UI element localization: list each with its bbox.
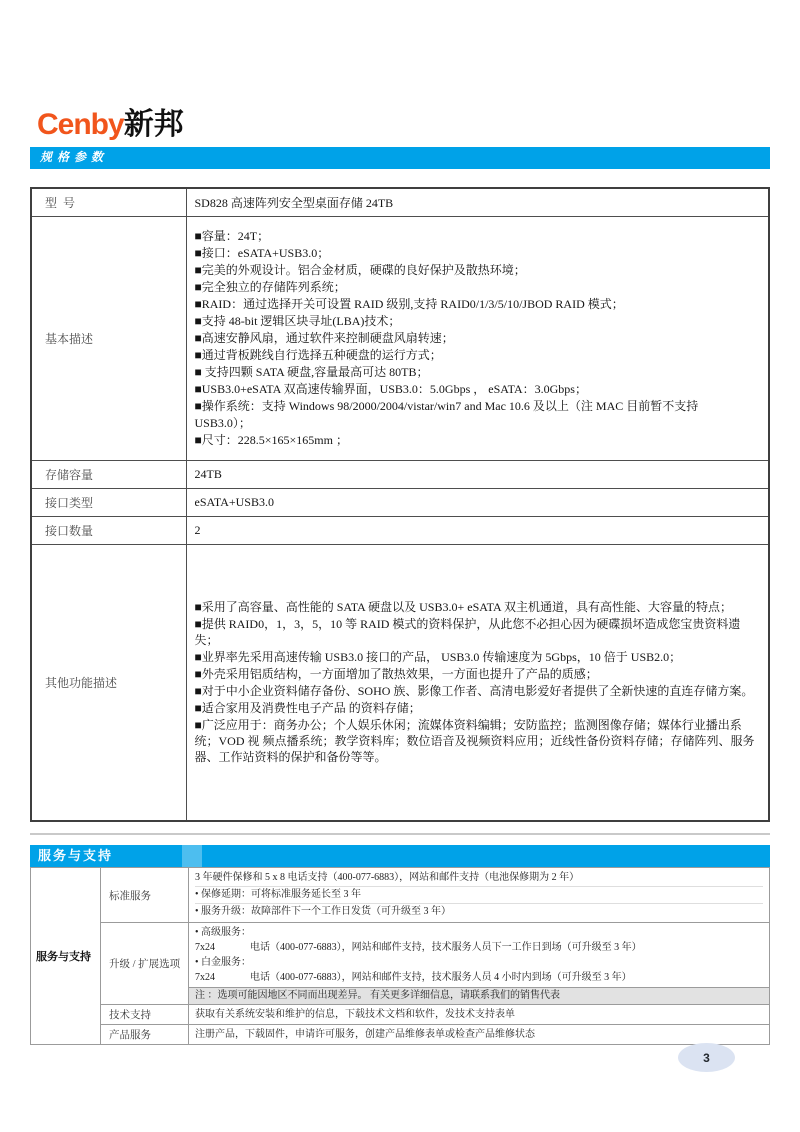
brand-logo-en: Cenby: [37, 108, 124, 141]
table-row-tech-support: [31, 1005, 770, 1025]
service-line: 7x24 电话（400-077-6883），网站和邮件支持，技术服务人员 4 小时内到场（可升级至 3 年）: [195, 972, 632, 983]
spec-line: ■USB3.0+eSATA 双高速传输界面，USB3.0：5.0Gbps ， eSATA：3.0Gbps；: [194, 381, 587, 396]
spec-line: ■ 支持四颗 SATA 硬盘,容量最高可达 80TB；: [194, 364, 429, 379]
service-line: 获取有关系统安装和维护的信息，下载技术文档和软件，发技术支持表单: [195, 1009, 515, 1020]
service-line: • 服务升级：故障部件下一个工作日发货（可升级至 3 年）: [195, 903, 763, 920]
spec-line: ■完美的外观设计。铝合金材质，硬碟的良好保护及散热环境；: [194, 262, 526, 277]
basic-description-label: 基本描述: [31, 216, 186, 460]
brand-logo: [37, 106, 184, 144]
section-divider: [30, 833, 770, 835]
other-functions-label: 其他功能描述: [31, 544, 186, 821]
spec-table: [30, 187, 770, 822]
spec-line: ■外壳采用铝质结构，一方面增加了散热效果，一方面也提升了产品的质感；: [194, 666, 598, 681]
table-row-capacity: [31, 460, 769, 488]
service-section-title: 服务与支持: [38, 848, 114, 863]
page-number-badge: [678, 1043, 735, 1072]
spec-section-banner: [30, 147, 770, 169]
product-service-label: 产品服务: [101, 1025, 189, 1045]
service-line: 3 年硬件保修和 5 x 8 电话支持（400-077-6883），网站和邮件支持（电池保修期为 2 年）: [195, 872, 580, 883]
service-line: • 白金服务：: [195, 957, 252, 968]
service-line: 7x24 电话（400-077-6883），网站和邮件支持，技术服务人员下一工作日到场（可升级至 3 年）: [195, 942, 642, 953]
port-count-label: 接口数量: [31, 516, 186, 544]
banner-column-highlight: [182, 845, 202, 867]
service-section-banner: [30, 845, 770, 867]
spec-section-title: 规格参数: [40, 150, 109, 164]
basic-description-value: [186, 216, 769, 460]
service-line: • 高级服务：: [195, 927, 252, 938]
spec-line: ■适合家用及消费性电子产品 的资料存储；: [194, 700, 421, 715]
model-value: SD828 高速阵列安全型桌面存储 24TB: [186, 188, 769, 216]
service-line: • 保修延期：可将标准服务延长至 3 年: [195, 886, 763, 903]
table-row-port-count: [31, 516, 769, 544]
capacity-label: 存储容量: [31, 460, 186, 488]
service-side-label: 服务与支持: [31, 868, 101, 1045]
table-row-interface-type: [31, 488, 769, 516]
table-row-model: [31, 188, 769, 216]
standard-service-label: 标准服务: [101, 868, 189, 923]
spec-line: ■提供 RAID0，1，3，5，10 等 RAID 模式的资料保护，从此您不必担心因为硬碟损坏造成您宝贵资料遗失；: [194, 616, 741, 647]
table-row-other-functions: [31, 544, 769, 821]
interface-type-value: eSATA+USB3.0: [186, 488, 769, 516]
table-row-basic-description: [31, 216, 769, 460]
tech-support-label: 技术支持: [101, 1005, 189, 1025]
service-line: 注册产品，下载固件，申请许可服务，创建产品维修表单或检查产品维修状态: [195, 1029, 535, 1040]
tech-support-content: [189, 1005, 770, 1025]
upgrade-options-content: [189, 923, 770, 988]
other-functions-value: [186, 544, 769, 821]
spec-line: ■通过背板跳线自行选择五种硬盘的运行方式；: [194, 347, 442, 362]
spec-line: ■广泛应用于：商务办公；个人娱乐休闲；流媒体资料编辑；安防监控；监测图像存储；媒体行业播出系统；VOD 视 频点播系统；教学资料库；数位语音及视频资料应用；近线性备份资料存储；存储阵列、服务器、工作站资料的保护和备份等等。: [194, 717, 755, 764]
spec-line: ■采用了高容量、高性能的 SATA 硬盘以及 USB3.0+ eSATA 双主机通道，具有高性能、大容量的特点；: [194, 599, 732, 614]
spec-line: ■操作系统：支持 Windows 98/2000/2004/vistar/win7 and Mac 10.6 及以上（注 MAC 目前暂不支持: [194, 398, 699, 413]
spec-line: ■RAID：通过选择开关可设置 RAID 级别,支持 RAID0/1/3/5/10/JBOD RAID 模式；: [194, 296, 624, 311]
product-service-content: [189, 1025, 770, 1045]
table-row-upgrade-options: [31, 923, 770, 988]
interface-type-label: 接口类型: [31, 488, 186, 516]
brand-logo-cn: 新邦: [123, 108, 184, 141]
table-row-product-service: [31, 1025, 770, 1045]
port-count-value: 2: [186, 516, 769, 544]
spec-line: ■容量：24T；: [194, 228, 270, 243]
spec-line: ■完全独立的存储阵列系统；: [194, 279, 346, 294]
upgrade-options-label: 升级 / 扩展选项: [101, 923, 189, 1005]
spec-line: ■高速安静风扇，通过软件来控制硬盘风扇转速；: [194, 330, 454, 345]
spec-line: ■对于中小企业资料储存备份、SOHO 族、影像工作者、高清电影爱好者提供了全新快速的直连存储方案。: [194, 683, 754, 698]
model-label: 型 号: [31, 188, 186, 216]
table-row-standard-service: [31, 868, 770, 923]
spec-line: USB3.0）；: [194, 415, 251, 430]
page-number: 3: [703, 1050, 710, 1065]
service-table: [30, 867, 770, 1045]
capacity-value: 24TB: [186, 460, 769, 488]
region-note: 注 ：选项可能因地区不同而出现差异。 有关更多详细信息，请联系我们的销售代表: [189, 988, 770, 1005]
spec-line: ■支持 48-bit 逻辑区块寻址(LBA)技术；: [194, 313, 401, 328]
spec-line: ■业界率先采用高速传输 USB3.0 接口的产品， USB3.0 传输速度为 5Gbps，10 倍于 USB2.0；: [194, 649, 682, 664]
standard-service-content: [189, 868, 770, 923]
spec-line: ■尺寸：228.5×165×165mm ；: [194, 432, 348, 447]
spec-line: ■接口：eSATA+USB3.0；: [194, 245, 330, 260]
